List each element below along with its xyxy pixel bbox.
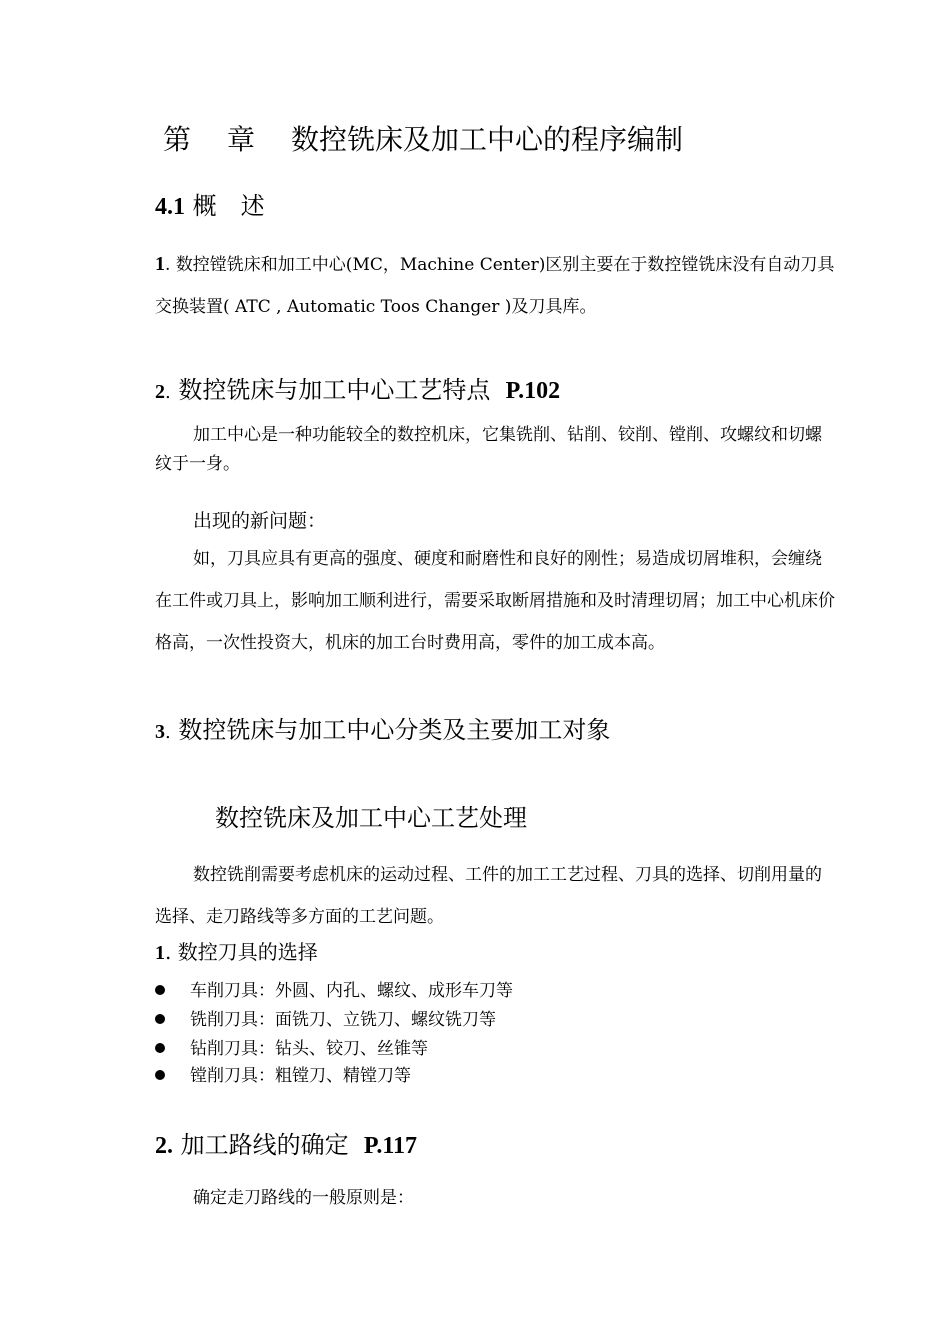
features-paragraph: 加工中心是一种功能较全的数控机床，它集铣削、钻削、铰削、镗削、攻螺纹和切螺纹于一身。 bbox=[155, 425, 822, 474]
item-title: 数控铣床与加工中心工艺特点 bbox=[178, 376, 491, 404]
bullet-icon bbox=[155, 1014, 165, 1024]
process-heading: 数控铣床及加工中心工艺处理 bbox=[215, 804, 527, 832]
new-problems-title: 出现的新问题： bbox=[193, 510, 327, 532]
bullet-icon bbox=[155, 1043, 165, 1053]
page-reference: P.117 bbox=[363, 1133, 418, 1159]
list-item bbox=[155, 1034, 428, 1059]
tool-selection-heading bbox=[155, 936, 318, 965]
chapter-title-text: 数控铣床及加工中心的程序编制 bbox=[291, 123, 684, 156]
item-2-heading bbox=[155, 370, 560, 405]
chapter-word-2: 章 bbox=[227, 123, 256, 156]
route-heading bbox=[155, 1125, 417, 1160]
problems-paragraph: 如，刀具应具有更高的强度、硬度和耐磨性和良好的刚性；易造成切屑堆积，会缠绕在工件或刀具上，影响加工顺利进行，需要采取断屑措施和及时清理切屑；加工中心机床价格高，一次性投资大，机床的加工台时费用高，零件的加工成本高。 bbox=[155, 549, 835, 653]
item-number: 3 bbox=[155, 721, 165, 743]
section-number: 4.1 bbox=[155, 194, 185, 220]
item-number: 2 bbox=[155, 381, 165, 403]
item-title: 数控刀具的选择 bbox=[177, 940, 318, 964]
item-separator: . bbox=[165, 722, 171, 743]
bullet-icon bbox=[155, 985, 165, 995]
list-item bbox=[155, 976, 513, 1001]
list-item-text: 车削刀具：外圆、内孔、螺纹、成形车刀等 bbox=[190, 981, 513, 1001]
page-reference: P.102 bbox=[505, 378, 561, 404]
route-principle-text: 确定走刀路线的一般原则是： bbox=[193, 1188, 414, 1208]
list-item-text: 镗削刀具：粗镗刀、精镗刀等 bbox=[190, 1066, 411, 1086]
process-paragraph: 数控铣削需要考虑机床的运动过程、工件的加工工艺过程、刀具的选择、切削用量的选择、走刀路线等多方面的工艺问题。 bbox=[155, 865, 822, 927]
item-separator: . bbox=[165, 255, 171, 275]
list-item bbox=[155, 1005, 496, 1030]
item-number: 2. bbox=[155, 1133, 173, 1159]
item-title: 加工路线的确定 bbox=[180, 1131, 349, 1159]
chapter-title bbox=[163, 118, 683, 158]
item-text: 数控镗铣床和加工中心(MC，Machine Center)区别主要在于数控镗铣床没有自动刀具交换装置( ATC , Automatic Toos Changer )及刀具库。 bbox=[155, 255, 835, 317]
item-separator: . bbox=[165, 940, 172, 964]
list-item-text: 铣削刀具：面铣刀、立铣刀、螺纹铣刀等 bbox=[190, 1010, 496, 1030]
item-number: 1 bbox=[155, 253, 165, 275]
list-item-text: 钻削刀具：钻头、铰刀、丝锥等 bbox=[190, 1039, 428, 1059]
list-item bbox=[155, 1061, 411, 1086]
item-1-paragraph bbox=[155, 243, 835, 328]
item-3-heading bbox=[155, 710, 610, 745]
chapter-word-1: 第 bbox=[163, 123, 192, 156]
section-title: 概 述 bbox=[192, 192, 265, 220]
item-separator: . bbox=[165, 382, 171, 403]
item-number: 1 bbox=[155, 942, 165, 964]
item-title: 数控铣床与加工中心分类及主要加工对象 bbox=[178, 716, 611, 744]
section-4-1-heading bbox=[155, 186, 265, 221]
bullet-icon bbox=[155, 1070, 165, 1080]
